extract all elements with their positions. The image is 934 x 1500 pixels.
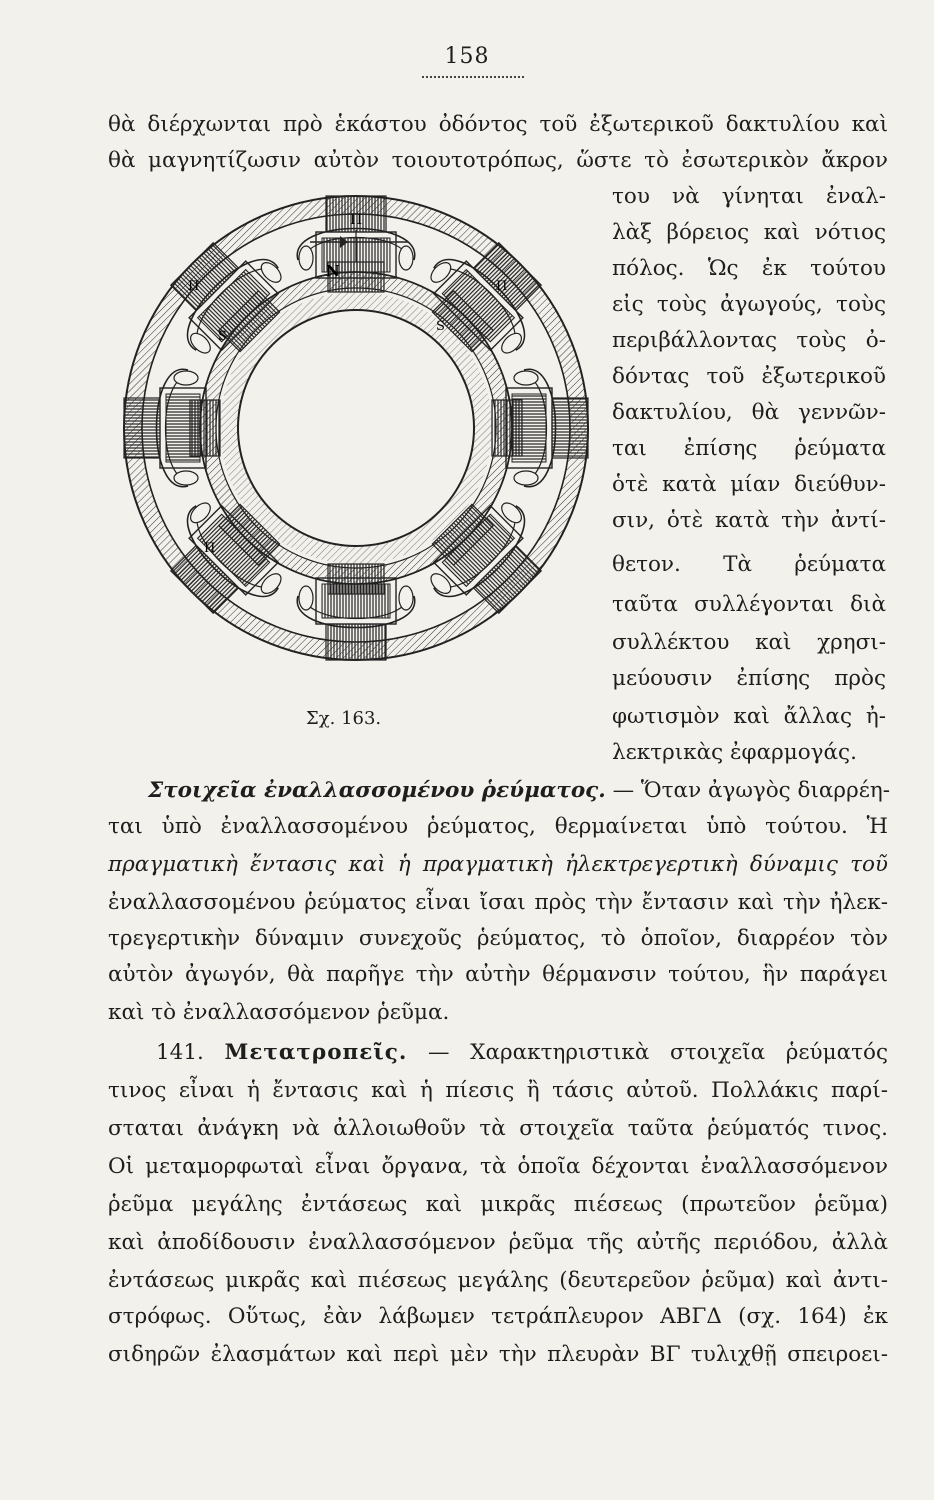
text-line: δακτυλίου, θὰ γεννῶν- — [612, 400, 886, 425]
text-line: ἐντάσεως μικρᾶς καὶ πιέσεως μεγάλης (δευτερεῦον ῥεῦμα) καὶ ἀντι- — [108, 1268, 888, 1293]
text-line: καὶ τὸ ἐναλλασσόμενον ῥεῦμα. — [108, 1000, 450, 1025]
text-line: τρεγερτικὴν δύναμιν συνεχοῦς ῥεύματος, τὸ ὁποῖον, διαρρέον τὸν — [108, 926, 888, 951]
text-line: Οἱ μεταμορφωταὶ εἶναι ὄργανα, τὰ ὁποῖα δέχονται ἐναλλασσόμενον — [108, 1154, 888, 1179]
page-number-rule — [422, 76, 524, 78]
figure-label-south-right: S — [436, 319, 445, 334]
text-line: περιβάλλοντας τοὺς ὀ- — [612, 328, 886, 353]
text-line: στρόφως. Οὕτως, ἐὰν λάβωμεν τετράπλευρον ΑΒΓΔ (σχ. 164) ἐκ — [108, 1304, 888, 1329]
dynamo-ring-figure — [118, 190, 594, 666]
text-line: του νὰ γίνηται ἐναλ- — [612, 184, 886, 209]
text-line: δόντας τοῦ ἐξωτερικοῦ — [612, 364, 886, 389]
section-heading-italic: Στοιχεῖα ἐναλλασσομένου ῥεύματος. — [148, 778, 606, 803]
text-line: πόλος. Ὡς ἐκ τούτου — [612, 256, 886, 281]
text-line: συλλέκτου καὶ χρησι- — [612, 630, 886, 655]
figure-label-south-left: S — [218, 329, 227, 344]
text-line: ἐναλλασσομένου ῥεύματος εἶναι ἴσαι πρὸς τὴν ἔντασιν καὶ τὴν ἠλεκ- — [108, 890, 888, 915]
text-line: θὰ μαγνητίζωσιν αὐτὸν τοιουτοτρόπως, ὥστε τὸ ἐσωτερικὸν ἄκρον — [108, 148, 888, 173]
heading-continuation: — Ὅταν ἀγωγὸς διαρρέη- — [612, 778, 890, 803]
text-line: καὶ ἀποδίδουσιν ἐναλλασσόμενον ῥεῦμα τῆς αὐτῆς περιόδου, ἀλλὰ — [108, 1230, 888, 1255]
text-line: ῥεῦμα μεγάλης ἐντάσεως καὶ μικρᾶς πιέσεως (πρωτεῦον ῥεῦμα) — [108, 1192, 888, 1217]
text-line: εἰς τοὺς ἀγωγούς, τοὺς — [612, 292, 886, 317]
figure-label-north: N — [326, 262, 340, 280]
text-line: ται ἐπίσης ῥεύματα — [612, 436, 886, 461]
text-line: μεύουσιν ἐπίσης πρὸς — [612, 666, 886, 691]
text-line: σιν, ὁτὲ κατὰ τὴν ἀντί- — [612, 508, 886, 533]
section-number: 141. — [156, 1040, 204, 1065]
section-first-line — [156, 1038, 888, 1068]
text-line: τινος εἶναι ἡ ἔντασις καὶ ἡ πίεσις ἢ τάσις αὐτοῦ. Πολλάκις παρί- — [108, 1078, 888, 1103]
text-line: λεκτρικὰς ἐφαρμογάς. — [612, 740, 857, 765]
text-line: θὰ διέρχωνται πρὸ ἑκάστου ὀδόντος τοῦ ἐξωτερικοῦ δακτυλίου καὶ — [108, 112, 888, 137]
figure-label-left-pole: Π — [188, 279, 200, 294]
text-line: ταῦτα συλλέγονται διὰ — [612, 592, 886, 617]
text-line: πραγματικὴ ἔντασις καὶ ἡ πραγματικὴ ἠλεκτρεγερτικὴ δύναμις τοῦ — [108, 852, 888, 877]
text-line: φωτισμὸν καὶ ἄλλας ἠ- — [612, 704, 886, 729]
text-line: σταται ἀνάγκη νὰ ἀλλοιωθοῦν τὰ στοιχεῖα ταῦτα ῥεύματός τινος. — [108, 1116, 888, 1141]
text-line: ὁτὲ κατὰ μίαν διεύθυν- — [612, 472, 886, 497]
text-line: σιδηρῶν ἐλασμάτων καὶ περὶ μὲν τὴν πλευρὰν ΒΓ τυλιχθῇ σπειροει- — [108, 1342, 888, 1367]
text-line: ται ὑπὸ ἐναλλασσομένου ῥεύματος, θερμαίνεται ὑπὸ τούτου. Ἡ — [108, 814, 888, 839]
text-line: θετον. Τὰ ῥεύματα — [612, 552, 886, 577]
text-line: αὐτὸν ἀγωγόν, θὰ παρῆγε τὴν αὐτὴν θέρμανσιν τούτου, ἣν παράγει — [108, 962, 888, 987]
inner-hole — [238, 310, 474, 546]
figure-label-right-pole: Π — [496, 279, 508, 294]
text-line: λὰξ βόρειος καὶ νότιος — [612, 220, 886, 245]
paragraph-heading-line — [148, 776, 888, 806]
figure-label-lower-left: Π — [204, 541, 216, 556]
page-number: 158 — [444, 44, 490, 69]
figure-caption: Σχ. 163. — [306, 708, 382, 729]
section-title: Μετατροπεῖς. — [224, 1040, 408, 1065]
figure-label-top: Π — [350, 212, 363, 228]
section-first-rest: — Χαρακτηριστικὰ στοιχεῖα ῥεύματός — [428, 1040, 888, 1065]
